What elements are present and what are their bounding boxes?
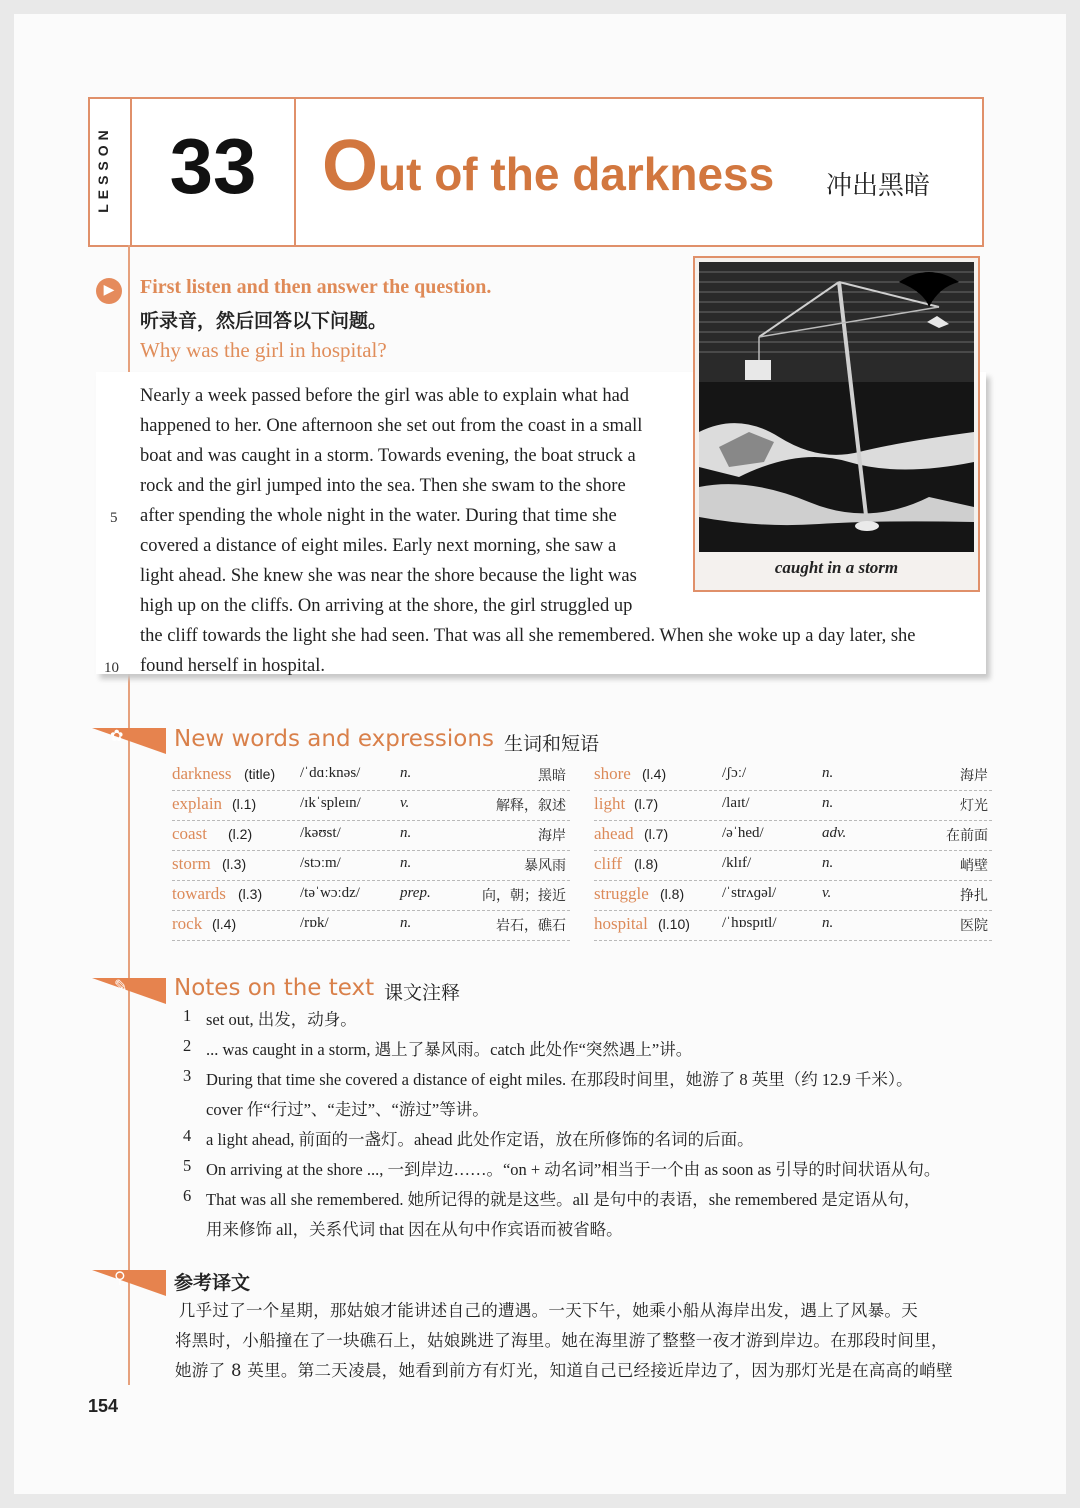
- vocab-row: [594, 790, 992, 821]
- vocab-part-of-speech: v.: [400, 795, 410, 811]
- vocab-part-of-speech: n.: [822, 915, 834, 931]
- storm-illustration: [699, 262, 974, 552]
- listen-instruction-cn: 听录音，然后回答以下问题。: [140, 310, 388, 332]
- vocab-meaning-cn: 灯光: [960, 798, 988, 814]
- passage-line: boat and was caught in a storm. Towards evening, the boat struck a: [140, 446, 636, 466]
- translation-line: 将黑时，小船撞在了一块礁石上，姑娘跳进了海里。她在海里游了整整一夜才游到岸边。在那段时间里，: [175, 1331, 948, 1350]
- vocab-part-of-speech: n.: [400, 765, 412, 781]
- line-number: 10: [104, 660, 119, 676]
- vocab-line-ref: (l.8): [634, 856, 659, 872]
- passage-line: found herself in hospital.: [140, 656, 325, 676]
- note-number: 2: [183, 1036, 192, 1055]
- vocab-part-of-speech: adv.: [822, 825, 847, 841]
- note-text: 用来修饰 all，关系代词 that 因在从句中作宾语而被省略。: [206, 1220, 623, 1239]
- vocab-meaning-cn: 海岸: [538, 828, 566, 844]
- title-rest: ut of the darkness: [378, 148, 775, 200]
- note-number: 4: [183, 1126, 192, 1145]
- passage-line: covered a distance of eight miles. Early next morning, she saw a: [140, 536, 617, 556]
- vocab-word: darkness: [172, 764, 232, 783]
- lesson-title-cn: 冲出黑暗: [826, 171, 931, 201]
- vocab-part-of-speech: n.: [822, 765, 834, 781]
- vocab-part-of-speech: n.: [400, 915, 412, 931]
- translation-title: 参考译文: [174, 1272, 251, 1294]
- lesson-label-cell: [90, 99, 132, 245]
- vocab-row: [594, 850, 992, 881]
- vocab-row: [172, 850, 570, 881]
- note-number: 5: [183, 1156, 192, 1175]
- vocab-part-of-speech: prep.: [400, 885, 431, 901]
- vocab-meaning-cn: 峭壁: [960, 858, 988, 874]
- vocab-line-ref: (l.8): [660, 886, 685, 902]
- vocab-line-ref: (l.3): [238, 886, 263, 902]
- vocab-row: [172, 760, 570, 791]
- page-number: 154: [88, 1396, 119, 1416]
- vocab-part-of-speech: n.: [400, 855, 412, 871]
- vocab-pronunciation: /ʃɔː/: [722, 765, 747, 781]
- note-text: On arriving at the shore ..., 一到岸边……。“on + 动名词”相当于一个由 as soon as 引导的时间状语从句。: [206, 1160, 941, 1179]
- notes-section-marker: [92, 978, 166, 1004]
- lesson-label: LESSON: [95, 125, 111, 213]
- passage-line: Nearly a week passed before the girl was able to explain what had: [140, 386, 630, 406]
- vocab-row: [172, 790, 570, 821]
- vocab-meaning-cn: 黑暗: [538, 768, 566, 784]
- vocab-word: cliff: [594, 854, 623, 873]
- translation-line: 她游了 8 英里。第二天凌晨，她看到前方有灯光，知道自己已经接近岸边了，因为那灯光是在高高的峭壁: [175, 1361, 953, 1380]
- note-number: 6: [183, 1186, 192, 1205]
- vocab-pronunciation: /rɒk/: [300, 915, 329, 931]
- vocab-part-of-speech: n.: [822, 795, 834, 811]
- lesson-number: 33: [169, 122, 257, 210]
- vocab-line-ref: (l.2): [228, 826, 253, 842]
- comprehension-question: Why was the girl in hospital?: [140, 338, 387, 362]
- lightbulb-icon: ✿: [110, 728, 124, 745]
- vocab-row: [594, 910, 992, 941]
- vocab-line-ref: (l.7): [644, 826, 669, 842]
- vocab-section-title-cn: 生词和短语: [504, 733, 600, 755]
- pen-icon: ✎: [114, 978, 128, 995]
- vocab-part-of-speech: v.: [822, 885, 832, 901]
- note-number: 3: [183, 1066, 192, 1085]
- note-text: During that time she covered a distance of eight miles. 在那段时间里，她游了 8 英里（约 12.9 千米）。: [206, 1070, 913, 1089]
- passage-line: light ahead. She knew she was near the shore because the light was: [140, 566, 637, 586]
- note-text: That was all she remembered. 她所记得的就是这些。all 是句中的表语，she remembered 是定语从句，: [206, 1190, 921, 1209]
- vocab-word: towards: [172, 884, 226, 903]
- vocab-pronunciation: /təˈwɔːdz/: [300, 885, 360, 901]
- vocab-row: [172, 880, 570, 911]
- vocab-part-of-speech: n.: [400, 825, 412, 841]
- vocab-meaning-cn: 挣扎: [960, 888, 988, 904]
- vocab-row: [594, 760, 992, 791]
- vocab-word: light: [594, 794, 626, 813]
- passage-line: the cliff towards the light she had seen. That was all she remembered. When she woke up a day later, she: [140, 626, 916, 646]
- notes-section-title-cn: 课文注释: [384, 982, 461, 1004]
- vocab-meaning-cn: 海岸: [960, 768, 988, 784]
- vocab-line-ref: (l.7): [634, 796, 659, 812]
- vocab-line-ref: (l.3): [222, 856, 247, 872]
- vocab-meaning-cn: 解释，叙述: [496, 798, 566, 814]
- note-text: ... was caught in a storm, 遇上了暴风雨。catch 此处作“突然遇上”讲。: [206, 1040, 693, 1059]
- illustration-frame: [693, 256, 980, 592]
- vocab-meaning-cn: 暴风雨: [524, 858, 566, 874]
- note-text: set out, 出发，动身。: [206, 1010, 357, 1029]
- vocab-word: explain: [172, 794, 223, 813]
- vocab-pronunciation: /ˈhɒspɪtl/: [722, 915, 777, 931]
- translation-section-marker: [92, 1270, 166, 1296]
- vocab-meaning-cn: 岩石，礁石: [496, 918, 566, 934]
- vocab-line-ref: (l.4): [212, 916, 237, 932]
- vocab-word: shore: [594, 764, 631, 783]
- vocab-meaning-cn: 在前面: [946, 828, 988, 844]
- passage-line: rock and the girl jumped into the sea. Then she swam to the shore: [140, 476, 626, 496]
- vocab-line-ref: (l.1): [232, 796, 257, 812]
- title-initial: O: [322, 126, 379, 206]
- translation-line: 几乎过了一个星期，那姑娘才能讲述自己的遭遇。一天下午，她乘小船从海岸出发，遇上了风暴。天: [162, 1301, 918, 1320]
- lesson-title: [322, 125, 774, 207]
- notes-section-title: Notes on the text: [174, 975, 375, 1001]
- passage-line: high up on the cliffs. On arriving at the shore, the girl struggled up: [140, 596, 633, 616]
- vocab-section-title: New words and expressions: [174, 726, 494, 752]
- vocab-pronunciation: /stɔːm/: [300, 855, 341, 871]
- vocab-pronunciation: /ˈstrʌɡəl/: [722, 885, 777, 901]
- speaker-icon[interactable]: ▶: [96, 278, 122, 304]
- vocab-pronunciation: /kəʊst/: [300, 825, 341, 841]
- vocab-pronunciation: /ˈdɑːknəs/: [300, 765, 361, 781]
- vocab-word: storm: [172, 854, 211, 873]
- vocab-meaning-cn: 医院: [960, 918, 988, 934]
- vocab-word: ahead: [594, 824, 634, 843]
- lesson-number-cell: [132, 99, 296, 245]
- passage-line: after spending the whole night in the water. During that time she: [140, 506, 617, 526]
- vocab-line-ref: (l.4): [642, 766, 667, 782]
- vocab-pronunciation: /əˈhed/: [722, 825, 764, 841]
- vocab-row: [594, 880, 992, 911]
- vocab-section-marker: [92, 728, 166, 754]
- vocab-word: struggle: [594, 884, 649, 903]
- note-number: 1: [183, 1006, 192, 1025]
- note-text: a light ahead, 前面的一盏灯。ahead 此处作定语，放在所修饰的名词的后面。: [206, 1130, 754, 1149]
- vocab-meaning-cn: 向，朝；接近: [482, 888, 566, 904]
- listen-instruction-en: First listen and then answer the question.: [140, 276, 492, 298]
- vocab-line-ref: (l.10): [658, 916, 690, 932]
- passage-line: happened to her. One afternoon she set out from the coast in a small: [140, 416, 643, 436]
- vocab-line-ref: (title): [244, 766, 276, 782]
- vocab-row: [594, 820, 992, 851]
- vocab-word: hospital: [594, 914, 648, 933]
- vocab-pronunciation: /ɪkˈspleɪn/: [300, 795, 361, 811]
- illustration-caption: caught in a storm: [774, 558, 899, 577]
- vocab-row: [172, 910, 570, 941]
- vocab-word: rock: [172, 914, 203, 933]
- lesson-header: [88, 97, 984, 247]
- vocab-word: coast: [172, 824, 207, 843]
- note-text: cover 作“行过”、“走过”、“游过”等讲。: [206, 1100, 489, 1119]
- key-icon: ⚲: [114, 1270, 126, 1287]
- line-number: 5: [110, 510, 118, 526]
- vocab-row: [172, 820, 570, 851]
- vocab-pronunciation: /laɪt/: [722, 795, 750, 811]
- vocab-pronunciation: /klɪf/: [722, 855, 752, 871]
- vocab-part-of-speech: n.: [822, 855, 834, 871]
